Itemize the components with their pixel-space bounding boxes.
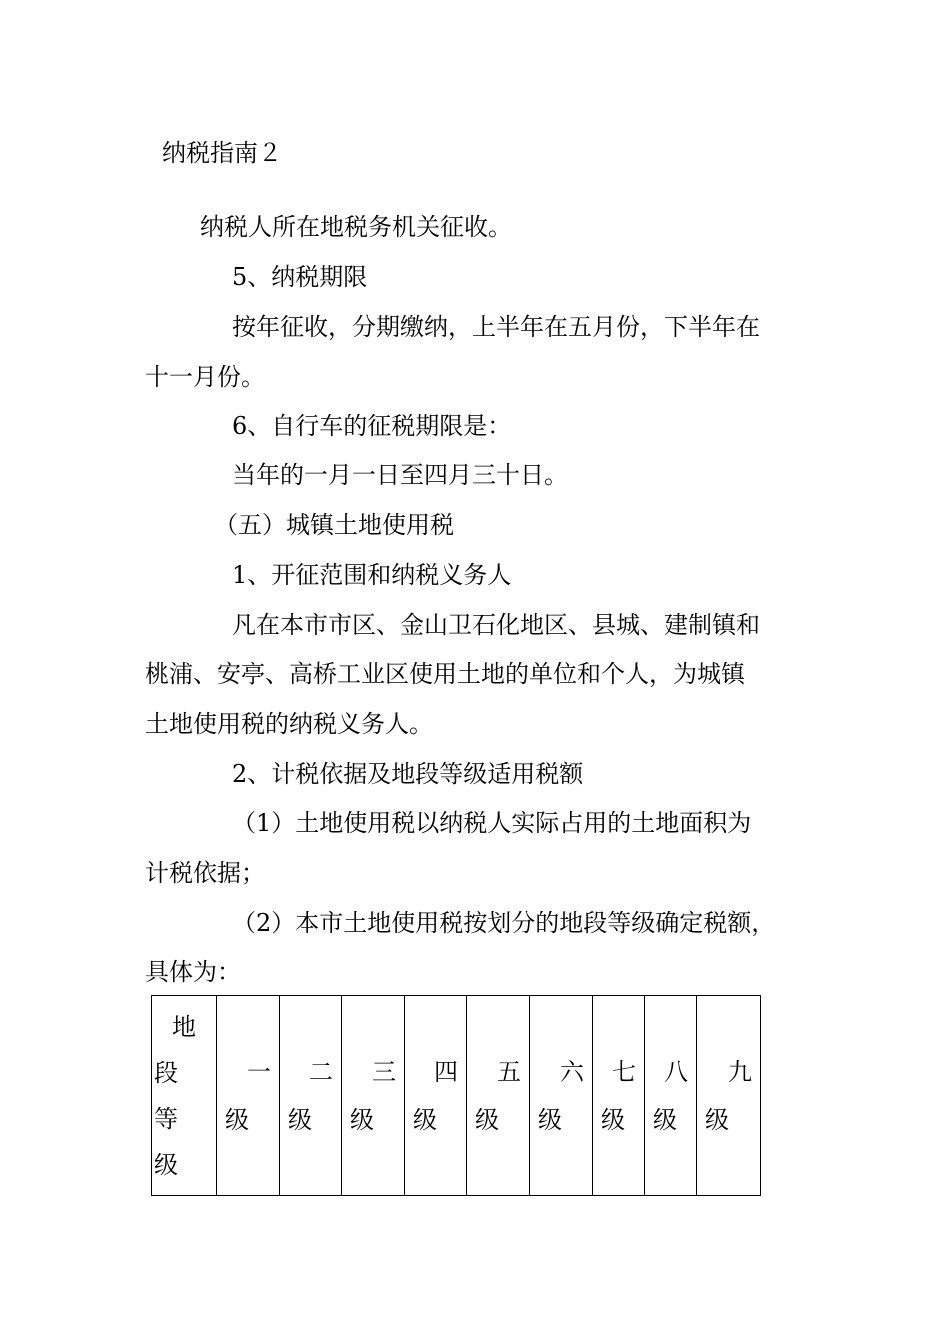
grade-suffix: 级 bbox=[225, 1105, 249, 1134]
grade-suffix: 级 bbox=[653, 1105, 677, 1134]
header-char: 地 bbox=[172, 1012, 196, 1041]
section-heading-6: 6、自行车的征税期限是： bbox=[232, 412, 512, 440]
header-char: 级 bbox=[154, 1150, 178, 1179]
header-char: 段 bbox=[154, 1058, 178, 1087]
grade-cell-3 bbox=[342, 996, 405, 1196]
grade-suffix: 级 bbox=[538, 1105, 562, 1134]
grade-number: 七 bbox=[612, 1057, 636, 1086]
grade-number: 二 bbox=[309, 1057, 333, 1086]
grade-cell-4 bbox=[405, 996, 467, 1196]
grade-number: 四 bbox=[434, 1057, 458, 1086]
grade-suffix: 级 bbox=[705, 1105, 729, 1134]
grade-cell-2 bbox=[280, 996, 342, 1196]
paragraph-line: （2）本市土地使用税按划分的地段等级确定税额， bbox=[232, 909, 776, 937]
paragraph-line: 土地使用税的纳税义务人。 bbox=[145, 710, 433, 738]
grade-cell-8 bbox=[645, 996, 697, 1196]
paragraph-line: （1）土地使用税以纳税人实际占用的土地面积为 bbox=[232, 809, 752, 837]
paragraph-line: 桃浦、安亭、高桥工业区使用土地的单位和个人，为城镇 bbox=[145, 660, 745, 688]
land-grade-table bbox=[151, 995, 761, 1196]
grade-cell-1 bbox=[217, 996, 280, 1196]
section-heading-2: 2、计税依据及地段等级适用税额 bbox=[232, 760, 584, 788]
paragraph-line: 纳税人所在地税务机关征收。 bbox=[200, 213, 512, 241]
grade-suffix: 级 bbox=[601, 1105, 625, 1134]
paragraph-line: 当年的一月一日至四月三十日。 bbox=[232, 461, 568, 489]
grade-cell-9 bbox=[697, 996, 761, 1196]
section-heading-1: 1、开征范围和纳税义务人 bbox=[232, 561, 512, 589]
paragraph-line: 按年征收，分期缴纳，上半年在五月份，下半年在 bbox=[232, 313, 760, 341]
grade-number: 三 bbox=[372, 1057, 396, 1086]
paragraph-line: 凡在本市市区、金山卫石化地区、县城、建制镇和 bbox=[232, 611, 760, 639]
header-char: 等 bbox=[154, 1104, 178, 1133]
table-row bbox=[152, 996, 761, 1196]
grade-suffix: 级 bbox=[288, 1105, 312, 1134]
grade-number: 八 bbox=[664, 1057, 688, 1086]
paragraph-line: 计税依据； bbox=[145, 859, 265, 887]
section-heading-urban-land-tax: （五）城镇土地使用税 bbox=[214, 511, 454, 539]
paragraph-line: 具体为： bbox=[145, 958, 241, 986]
grade-cell-7 bbox=[593, 996, 645, 1196]
paragraph-line: 十一月份。 bbox=[145, 363, 265, 391]
grade-number: 六 bbox=[560, 1057, 584, 1086]
grade-number: 一 bbox=[247, 1057, 271, 1086]
grade-suffix: 级 bbox=[413, 1105, 437, 1134]
grade-number: 五 bbox=[497, 1057, 521, 1086]
grade-suffix: 级 bbox=[475, 1105, 499, 1134]
grade-suffix: 级 bbox=[350, 1105, 374, 1134]
grade-number: 九 bbox=[728, 1057, 752, 1086]
grade-cell-5 bbox=[467, 996, 530, 1196]
section-heading-5: 5、纳税期限 bbox=[232, 263, 368, 291]
grade-cell-6 bbox=[530, 996, 593, 1196]
table-header-cell bbox=[152, 996, 217, 1196]
document-title: 纳税指南２ bbox=[162, 139, 282, 167]
